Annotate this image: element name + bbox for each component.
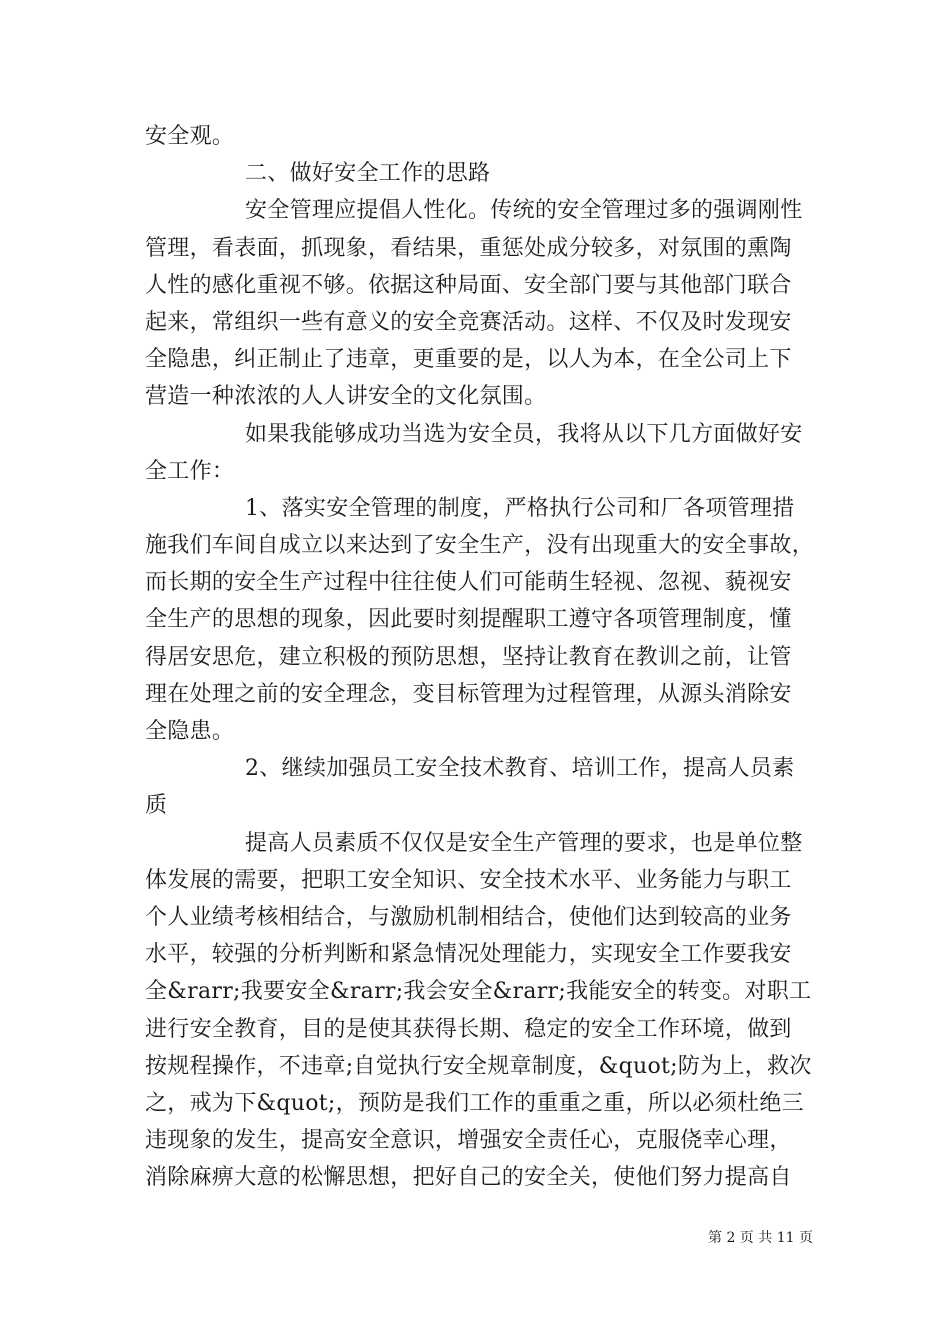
text-line: 提高人员素质不仅仅是安全生产管理的要求，也是单位整 <box>245 830 803 856</box>
text-line: 得居安思危，建立积极的预防思想，坚持让教育在教训之前，让管 <box>145 644 792 670</box>
text-line: 体发展的需要，把职工安全知识、安全技术水平、业务能力与职工 <box>145 867 792 893</box>
text-line: 管理，看表面，抓现象，看结果，重惩处成分较多，对氛围的熏陶 <box>145 235 792 261</box>
text-line: 全&rarr;我要安全&rarr;我会安全&rarr;我能安全的转变。对职工 <box>145 979 812 1005</box>
text-line: 进行安全教育，目的是使其获得长期、稳定的安全工作环境，做到 <box>145 1016 792 1042</box>
text-line: 全生产的思想的现象，因此要时刻提醒职工遵守各项管理制度，懂 <box>145 607 792 633</box>
text-line: 1、落实安全管理的制度，严格执行公司和厂各项管理措 <box>245 495 795 521</box>
text-line: 起来，常组织一些有意义的安全竞赛活动。这样、不仅及时发现安 <box>145 309 792 335</box>
section-heading: 二、做好安全工作的思路 <box>245 161 491 187</box>
text-line: 如果我能够成功当选为安全员，我将从以下几方面做好安 <box>245 421 803 447</box>
text-line: 全工作： <box>145 458 235 484</box>
text-line: 而长期的安全生产过程中往往使人们可能萌生轻视、忽视、藐视安 <box>145 570 792 596</box>
page-number-label: 第 2 页 共 11 页 <box>708 1230 813 1246</box>
text-line: 施我们车间自成立以来达到了安全生产，没有出现重大的安全事故， <box>145 533 815 559</box>
text-line: 人性的感化重视不够。依据这种局面、安全部门要与其他部门联合 <box>145 272 792 298</box>
text-line: 消除麻痹大意的松懈思想，把好自己的安全关，使他们努力提高自 <box>145 1165 792 1191</box>
text-line: 违现象的发生，提高安全意识，增强安全责任心，克服侥幸心理， <box>145 1128 792 1154</box>
text-line: 全隐患，纠正制止了违章，更重要的是，以人为本，在全公司上下 <box>145 347 792 373</box>
text-line: 全隐患。 <box>145 719 235 744</box>
text-line: 安全观。 <box>145 124 235 149</box>
text-line: 2、继续加强员工安全技术教育、培训工作，提高人员素 <box>245 756 795 782</box>
text-line: 按规程操作，不违章;自觉执行安全规章制度，&quot;防为上，救次 <box>145 1053 812 1079</box>
document-body <box>145 118 825 1196</box>
text-line: 营造一种浓浓的人人讲安全的文化氛围。 <box>145 384 547 410</box>
page-footer <box>708 1229 813 1247</box>
text-line: 个人业绩考核相结合，与激励机制相结合，使他们达到较高的业务 <box>145 904 792 930</box>
text-line: 之，戒为下&quot;，预防是我们工作的重重之重，所以必须杜绝三 <box>145 1090 804 1116</box>
text-line: 理在处理之前的安全理念，变目标管理为过程管理，从源头消除安 <box>145 681 792 707</box>
text-line: 质 <box>145 793 168 819</box>
text-line: 安全管理应提倡人性化。传统的安全管理过多的强调刚性 <box>245 198 803 224</box>
text-line: 水平，较强的分析判断和紧急情况处理能力，实现安全工作要我安 <box>145 942 792 968</box>
